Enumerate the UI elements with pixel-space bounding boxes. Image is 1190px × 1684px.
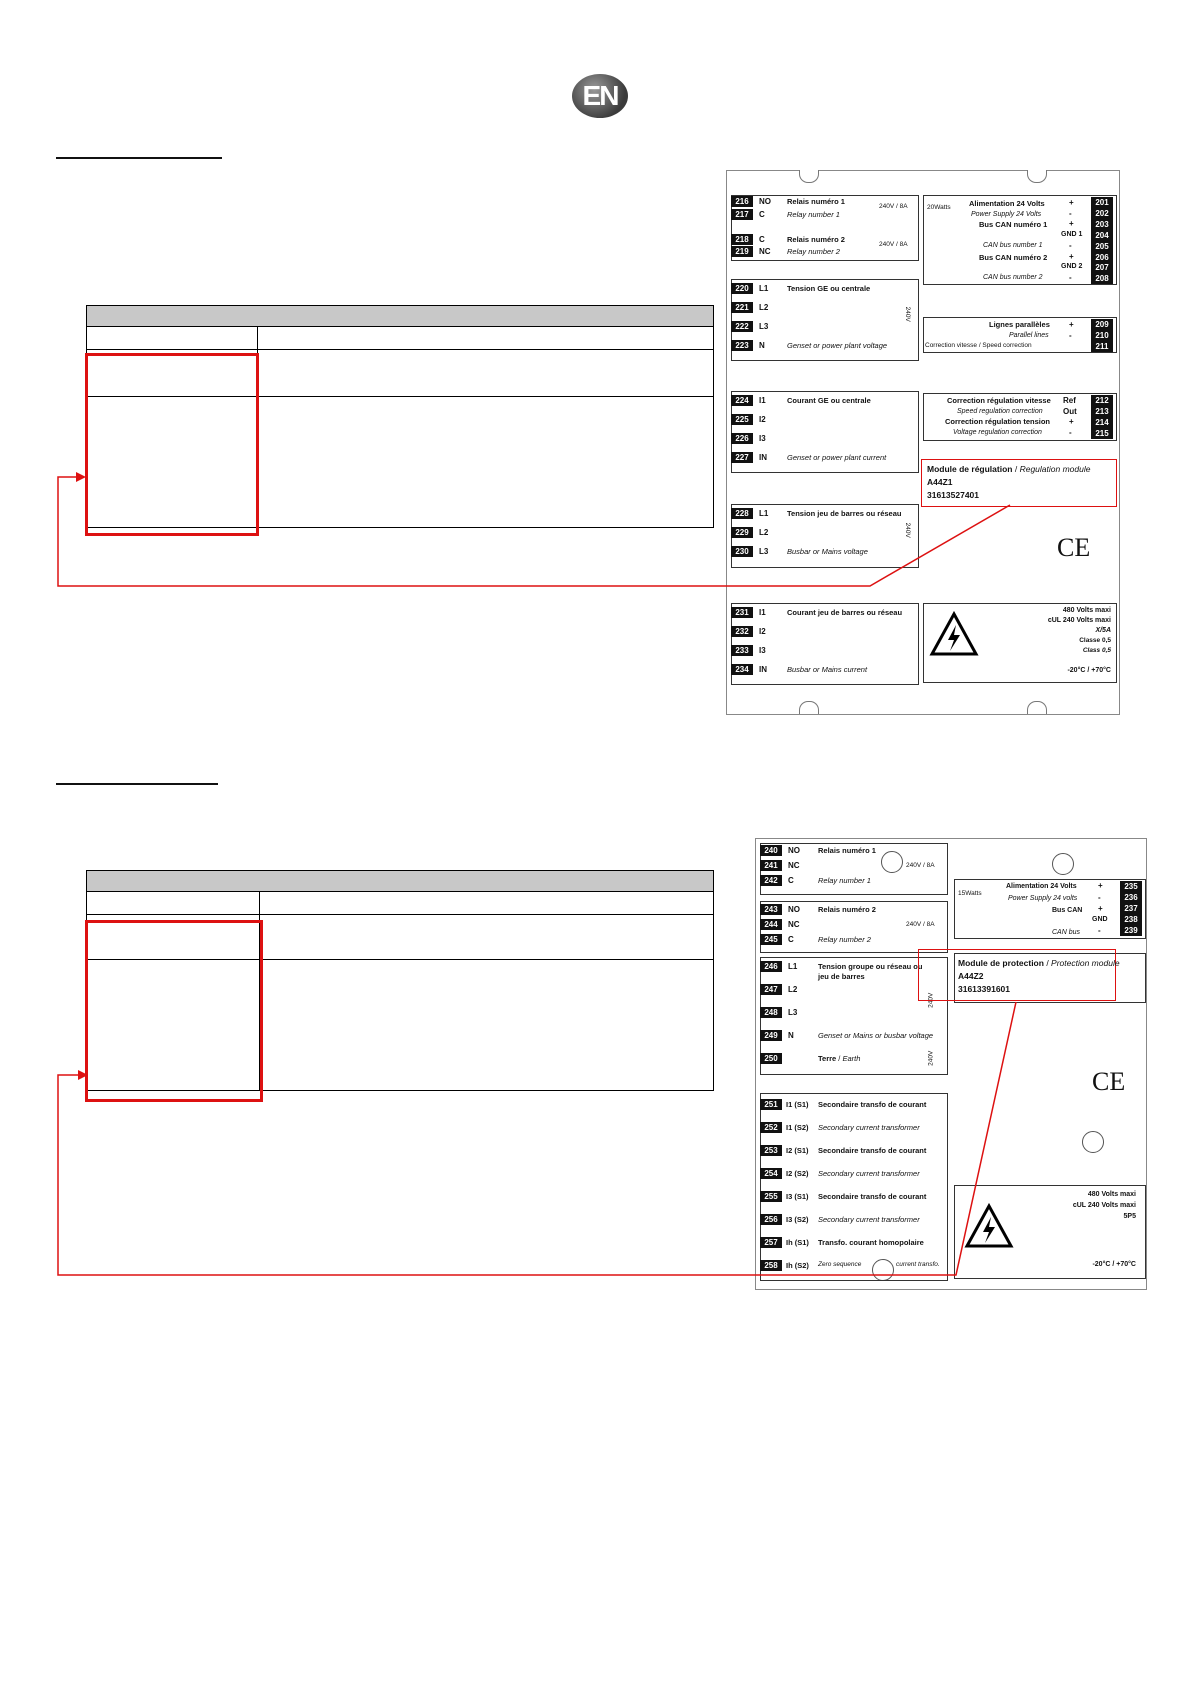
module-2-label: 240 NO 241 NC 242 C Relais numéro 1 Relay number 1 240V / 8A 243 NO 244 NC 245 C Relais numéro 2 Relay number 2 240V / 8A 246 L1 247 L2 248 L3 249 N Tension groupe ou réseau ou jeu de barres Genset or Mains or busbar voltage 240V 250 Terre / Earth 240V 251 I1 (S1) Secondaire transfo de courant 252 I1 (S2) Secondary current transformer 253 I2 (S1) Secondaire transfo de courant 254 I2 (S2) Secondary current transformer 255 I3 (S1) Secondaire transfo de courant 256 I3 (S2) Secondary current transformer 257 Ih (S1) Transfo. courant homopolaire 258 Ih (S2) Zero sequence current transfo. 15Watts Alimentation 24 Volts Power Supply 24 volts Bus CAN CAN bus + 235 - 236 + 237 GND 238 - 239 Module de protection / Protection module A44Z2 31613391601 CE 480 Volts maxi cUL 240 Volts maxi 5P5 -20°C / +70°C [755,838,1147,1290]
terminal-number: 216 [731,196,753,207]
terminal-number: 217 [731,209,753,220]
arrowhead-1 [76,472,86,482]
module-1-ref: A44Z1 [927,477,953,487]
terminal-number: 218 [731,234,753,245]
module-1-title: Module de régulation / Regulation module [927,464,1091,474]
module-1-label: 216 NO 217 C 218 C 219 NC Relais numéro 1 Relay number 1 240V / 8A Relais numéro 2 Relay number 2 240V / 8A 220 L1 221 L2 222 L3 223 N Tension GE ou centrale Genset or power plant voltage 240V 224 I1 225 I2 226 I3 227 IN Courant GE ou centrale Genset or power plant current 228 L1 229 L2 230 L3 Tension jeu de barres ou réseau Busbar or Mains voltage 240V 231 I1 232 I2 233 I3 234 IN Courant jeu de barres ou réseau Busbar or Mains current 20Watts Alimentation 24 Volts Power Supply 24 Volts Bus CAN numéro 1 CAN bus number 1 Bus CAN numéro 2 CAN bus number 2 + 201 - 202 + 203 GND 1 204 - 205 + 206 GND 2 207 - 208 Lignes parallèles Parallel lines Correction vitesse / Speed correction + 209 - 210 211 Correction régulation vitesse Speed regulation correction Correction régulation tension Voltage regulation correction Ref 212 Out 213 + 214 - 215 Module de régulation / Regulation module A44Z1 31613527401 CE 480 Volts maxi cUL 240 Volts maxi X/5A Classe 0,5 Class 0,5 -20°C / +70°C [726,170,1120,715]
module-1-part-number: 31613527401 [927,490,980,500]
module-2-part-number: 31613391601 [958,984,1011,994]
module-2-title: Module de protection / Protection module [958,958,1120,968]
ce-mark: CE [1057,533,1091,562]
arrowhead-2 [78,1070,88,1080]
module-2-ref: A44Z2 [958,971,984,981]
language-badge: EN [572,74,628,118]
terminal-number: 219 [731,246,753,257]
ce-mark: CE [1092,1067,1126,1096]
earth-label: Terre / Earth [818,1054,861,1063]
connector-line-1 [58,477,1010,586]
connector-line-2 [58,1002,1016,1275]
